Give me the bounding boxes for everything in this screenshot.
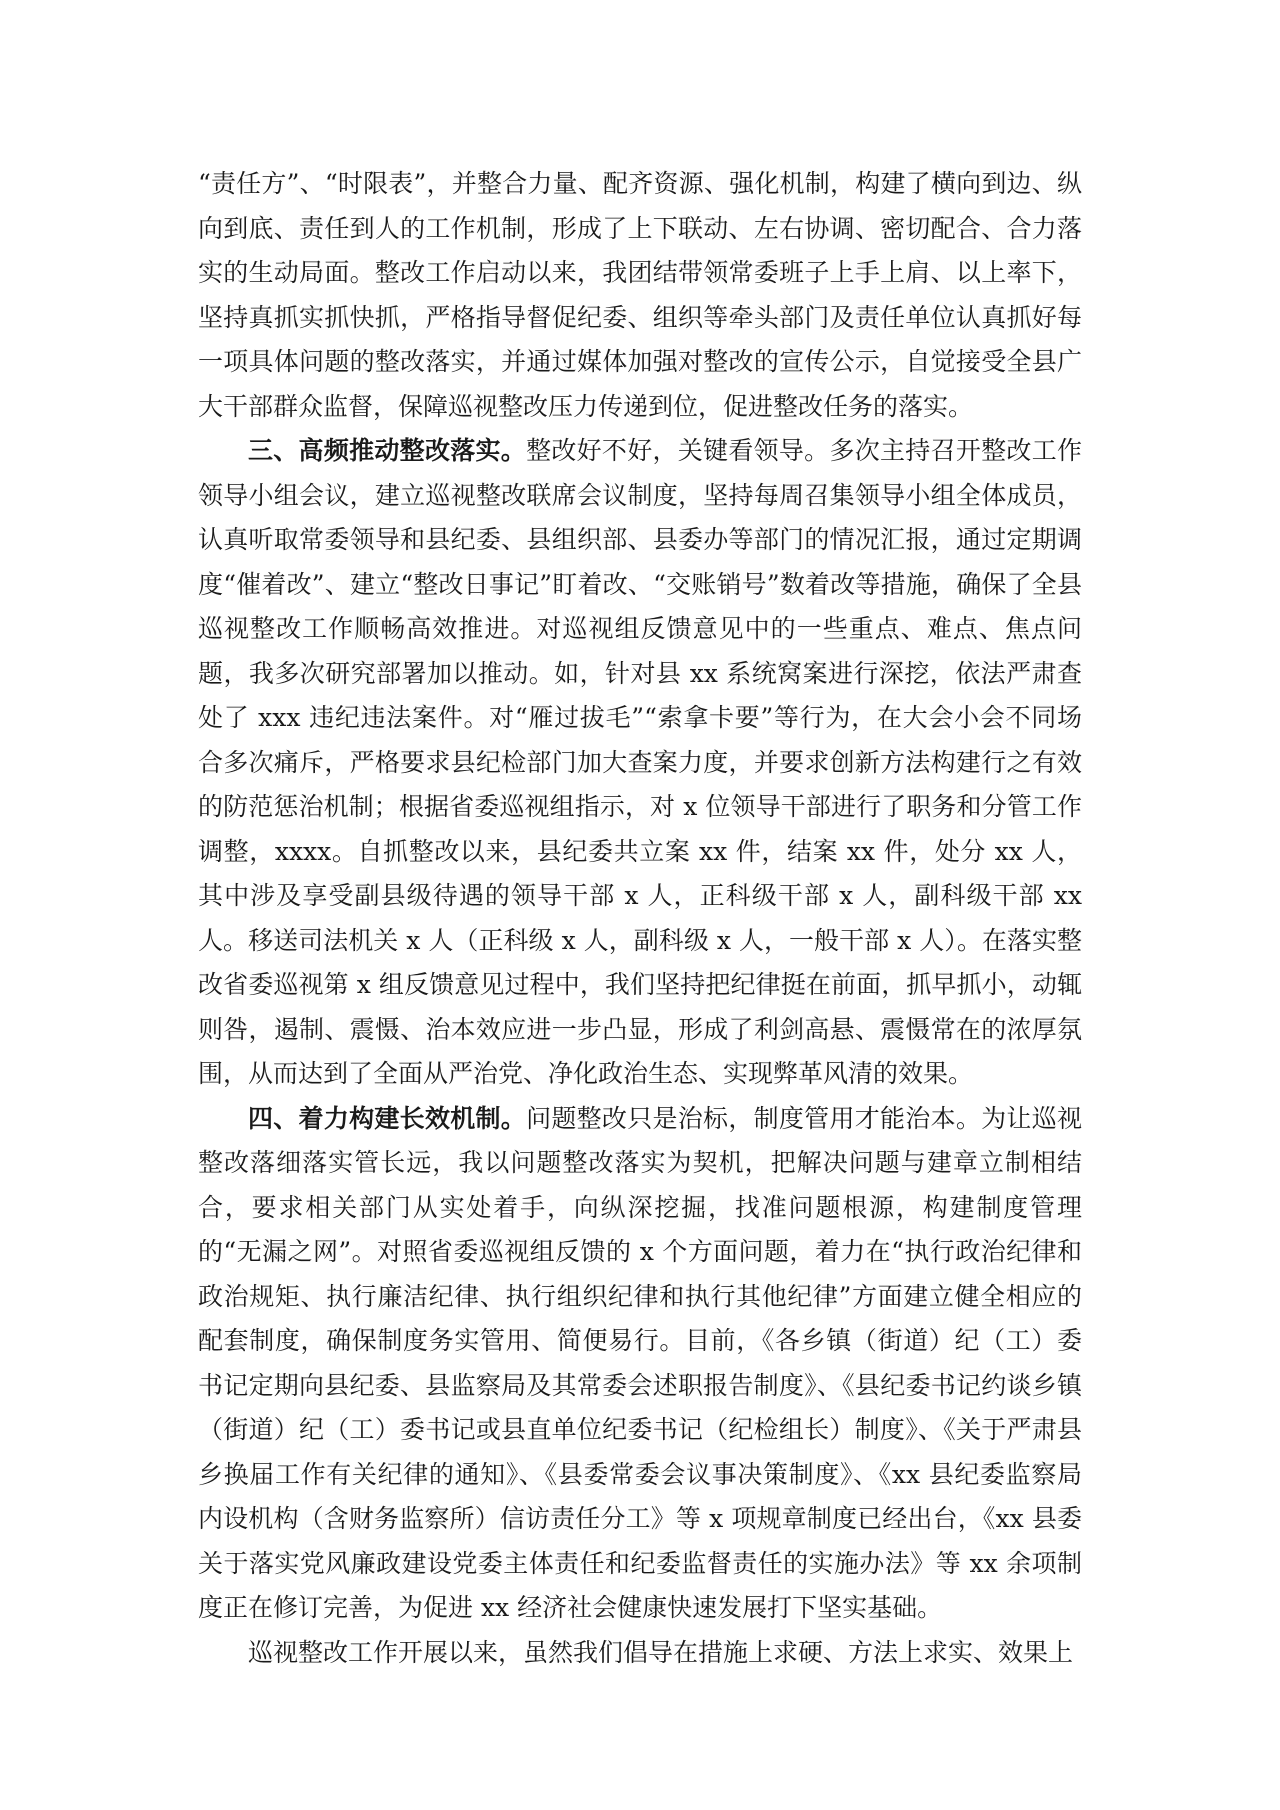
paragraph-summary [198, 1631, 1082, 1676]
paragraph-text: 巡视整改工作开展以来，虽然我们倡导在措施上求硬、方法上求实、效果上 [248, 1637, 1074, 1667]
section-heading: 四、着力构建长效机制。 [248, 1103, 527, 1133]
paragraph-text: “责任方”、“时限表”，并整合力量、配齐资源、强化机制，构建了横向到边、纵向到底、责任到人的工作机制，形成了上下联动、左右协调、密切配合、合力落实的生动局面。整改工作启动以来，我团结带领常委班子上手上肩、以上率下，坚持真抓实抓快抓，严格指导督促纪委、组织等牵头部门及责任单位认真抓好每一项具体问题的整改落实，并通过媒体加强对整改的宣传公示，自觉接受全县广大干部群众监督，保障巡视整改压力传递到位，促进整改任务的落实。 [198, 169, 1082, 421]
paragraph-text: 整改好不好，关键看领导。多次主持召开整改工作领导小组会议，建立巡视整改联席会议制度，坚持每周召集领导小组全体成员，认真听取常委领导和县纪委、县组织部、县委办等部门的情况汇报，通过定期调度“催着改”、建立“整改日事记”盯着改、“交账销号”数着改等措施，确保了全县巡视整改工作顺畅高效推进。对巡视组反馈意见中的一些重点、难点、焦点问题，我多次研究部署加以推动。如，针对县 xx 系统窝案进行深挖，依法严肃查处了 xxx 违纪违法案件。对“雁过拔毛”“索拿卡要”等行为，在大会小会不同场合多次痛斥，严格要求县纪检部门加大查案力度，并要求创新方法构建行之有效的防范惩治机制；根据省委巡视组指示，对 x 位领导干部进行了职务和分管工作调整，xxxx。自抓整改以来，县纪委共立案 xx 件，结案 xx 件，处分 xx 人，其中涉及享受副县级待遇的领导干部 x 人，正科级干部 x 人，副科级干部 xx 人。移送司法机关 x 人（正科级 x 人，副科级 x 人，一般干部 x 人）。在落实整改省委巡视第 x 组反馈意见过程中，我们坚持把纪律挺在前面，抓早抓小，动辄则咎，遏制、震慑、治本效应进一步凸显，形成了利剑高悬、震慑常在的浓厚氛围，从而达到了全面从严治党、净化政治生态、实现弊革风清的效果。 [198, 436, 1082, 1088]
paragraph-section-three [198, 429, 1082, 1097]
paragraph-text: 问题整改只是治标，制度管用才能治本。为让巡视整改落细落实管长远，我以问题整改落实为契机，把解决问题与建章立制相结合，要求相关部门从实处着手，向纵深挖掘，找准问题根源，构建制度管理的“无漏之网”。对照省委巡视组反馈的 x 个方面问题，着力在“执行政治纪律和政治规矩、执行廉洁纪律、执行组织纪律和执行其他纪律”方面建立健全相应的配套制度，确保制度务实管用、简便易行。目前，《各乡镇（街道）纪（工）委书记定期向县纪委、县监察局及其常委会述职报告制度》、《县纪委书记约谈乡镇（街道）纪（工）委书记或县直单位纪委书记（纪检组长）制度》、《关于严肃县乡换届工作有关纪律的通知》、《县委常委会议事决策制度》、《xx 县纪委监察局内设机构（含财务监察所）信访责任分工》等 x 项规章制度已经出台，《xx 县委关于落实党风廉政建设党委主体责任和纪委监督责任的实施办法》等 xx 余项制度正在修订完善，为促进 xx 经济社会健康快速发展打下坚实基础。 [198, 1103, 1082, 1622]
section-heading: 三、高频推动整改落实。 [248, 436, 527, 465]
paragraph-section-four [198, 1097, 1082, 1631]
document-body [198, 162, 1082, 1675]
paragraph-continued [198, 162, 1082, 429]
